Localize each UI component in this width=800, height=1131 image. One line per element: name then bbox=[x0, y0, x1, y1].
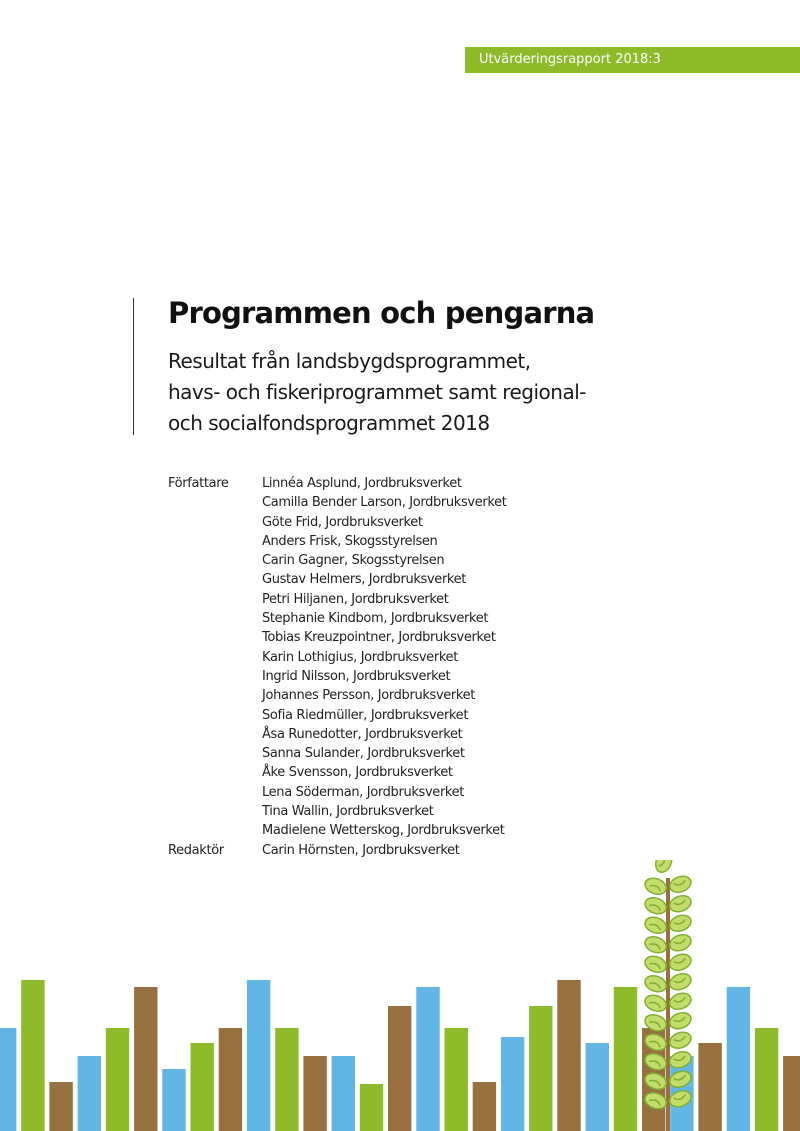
decor-bar bbox=[586, 1043, 609, 1131]
credit-role bbox=[168, 628, 262, 647]
subtitle-line: Resultat från landsbygdsprogrammet, bbox=[168, 349, 531, 373]
bar-chart-with-plant-icon bbox=[0, 860, 800, 1131]
decor-bar bbox=[247, 980, 270, 1131]
credit-name: Johannes Persson, Jordbruksverket bbox=[262, 688, 476, 704]
plant-leaf bbox=[667, 1010, 693, 1032]
credit-name: Sanna Sulander, Jordbruksverket bbox=[262, 746, 465, 762]
credit-row bbox=[168, 648, 688, 667]
credit-row bbox=[168, 590, 688, 609]
decor-bar bbox=[49, 1082, 72, 1131]
credit-name: Karin Lothigius, Jordbruksverket bbox=[262, 649, 458, 665]
series-label: Utvärderingsrapport 2018:3 bbox=[465, 47, 800, 73]
decor-bar bbox=[783, 1056, 800, 1131]
credit-name: Göte Frid, Jordbruksverket bbox=[262, 514, 423, 530]
credit-role bbox=[168, 532, 262, 551]
credit-row bbox=[168, 802, 688, 821]
plant-leaf bbox=[643, 914, 669, 936]
plant-leaf bbox=[667, 912, 693, 934]
credit-name: Linnéa Asplund, Jordbruksverket bbox=[262, 476, 462, 491]
credit-role bbox=[168, 725, 262, 744]
decor-bar bbox=[727, 987, 750, 1131]
decor-bar bbox=[332, 1056, 355, 1131]
credit-row bbox=[168, 744, 688, 763]
decor-bar bbox=[275, 1028, 298, 1131]
decor-bar bbox=[388, 1006, 411, 1131]
decor-bar bbox=[445, 1028, 468, 1131]
credit-role bbox=[168, 821, 262, 840]
plant-leaf bbox=[643, 875, 669, 897]
decor-bar bbox=[529, 1006, 552, 1131]
plant-leaf bbox=[643, 973, 669, 995]
plant-leaf bbox=[643, 953, 669, 975]
decor-bar bbox=[614, 987, 637, 1131]
credit-row bbox=[168, 667, 688, 686]
credit-row bbox=[168, 783, 688, 802]
credit-role bbox=[168, 513, 262, 532]
credit-role bbox=[168, 706, 262, 725]
document-subtitle bbox=[168, 346, 688, 439]
credit-role bbox=[168, 609, 262, 628]
credit-row bbox=[168, 763, 688, 782]
decor-bar bbox=[134, 987, 157, 1131]
credit-name: Tobias Kreuzpointner, Jordbruksverket bbox=[262, 630, 496, 646]
credit-name: Sofia Riedmüller, Jordbruksverket bbox=[262, 707, 469, 723]
decor-bar bbox=[162, 1069, 185, 1131]
credit-role bbox=[168, 686, 262, 705]
credit-role: Författare bbox=[168, 476, 229, 491]
credit-name: Madielene Wetterskog, Jordbruksverket bbox=[262, 823, 505, 839]
plant-leaf bbox=[653, 860, 675, 875]
plant-leaf bbox=[667, 893, 693, 915]
credit-name: Stephanie Kindbom, Jordbruksverket bbox=[262, 611, 489, 627]
credit-row bbox=[168, 686, 688, 705]
credit-row bbox=[168, 551, 688, 570]
plant-leaf bbox=[667, 990, 693, 1012]
credit-row bbox=[168, 474, 688, 493]
plant-leaf bbox=[667, 1029, 693, 1051]
credit-row bbox=[168, 841, 688, 860]
decor-bar bbox=[360, 1084, 383, 1131]
decor-bar bbox=[416, 987, 439, 1131]
credit-name: Åsa Runedotter, Jordbruksverket bbox=[262, 726, 463, 742]
plant-leaf bbox=[667, 873, 693, 895]
credit-name: Gustav Helmers, Jordbruksverket bbox=[262, 572, 467, 588]
credits-list bbox=[168, 474, 688, 860]
plant-leaf bbox=[667, 932, 693, 954]
credit-role bbox=[168, 763, 262, 782]
decor-bar bbox=[21, 980, 44, 1131]
decor-bar bbox=[501, 1037, 524, 1131]
title-rule bbox=[133, 298, 134, 435]
credit-row bbox=[168, 706, 688, 725]
credit-name: Anders Frisk, Skogsstyrelsen bbox=[262, 533, 438, 549]
credit-name: Camilla Bender Larson, Jordbruksverket bbox=[262, 495, 507, 511]
decor-bar bbox=[473, 1082, 496, 1131]
credit-name: Carin Hörnsten, Jordbruksverket bbox=[262, 842, 460, 858]
credit-role bbox=[168, 551, 262, 570]
credit-role bbox=[168, 648, 262, 667]
plant-leaf bbox=[643, 992, 669, 1014]
decor-bar bbox=[106, 1028, 129, 1131]
credit-row bbox=[168, 493, 688, 512]
decor-bar bbox=[755, 1028, 778, 1131]
plant-leaf bbox=[643, 934, 669, 956]
credit-name: Åke Svensson, Jordbruksverket bbox=[262, 765, 453, 781]
credit-role bbox=[168, 493, 262, 512]
credit-role bbox=[168, 744, 262, 763]
decor-bar bbox=[698, 1043, 721, 1131]
credit-role bbox=[168, 667, 262, 686]
credit-row bbox=[168, 725, 688, 744]
subtitle-line: och socialfondsprogrammet 2018 bbox=[168, 411, 490, 435]
decor-bar bbox=[219, 1028, 242, 1131]
plant-leaf bbox=[667, 951, 693, 973]
credit-row bbox=[168, 628, 688, 647]
credit-role bbox=[168, 570, 262, 589]
credit-name: Carin Gagner, Skogsstyrelsen bbox=[262, 553, 445, 569]
subtitle-line: havs- och fiskeriprogrammet samt regional- bbox=[168, 380, 586, 404]
credit-name: Tina Wallin, Jordbruksverket bbox=[262, 804, 434, 820]
decor-bar bbox=[191, 1043, 214, 1131]
plant-leaf bbox=[643, 895, 669, 917]
credit-row bbox=[168, 570, 688, 589]
credit-name: Lena Söderman, Jordbruksverket bbox=[262, 784, 465, 800]
credit-role: Redaktör bbox=[168, 842, 224, 858]
credit-row bbox=[168, 513, 688, 532]
plant-leaf bbox=[667, 971, 693, 993]
decor-bar bbox=[557, 980, 580, 1131]
credit-row bbox=[168, 821, 688, 840]
credit-row bbox=[168, 609, 688, 628]
credit-name: Ingrid Nilsson, Jordbruksverket bbox=[262, 668, 451, 684]
decor-bar bbox=[78, 1056, 101, 1131]
document-title: Programmen och pengarna bbox=[168, 296, 595, 330]
credit-row bbox=[168, 532, 688, 551]
credit-role bbox=[168, 590, 262, 609]
decor-bar bbox=[0, 1028, 16, 1131]
decor-bar bbox=[303, 1056, 326, 1131]
credit-name: Petri Hiljanen, Jordbruksverket bbox=[262, 591, 449, 607]
credit-role bbox=[168, 802, 262, 821]
credit-role bbox=[168, 783, 262, 802]
